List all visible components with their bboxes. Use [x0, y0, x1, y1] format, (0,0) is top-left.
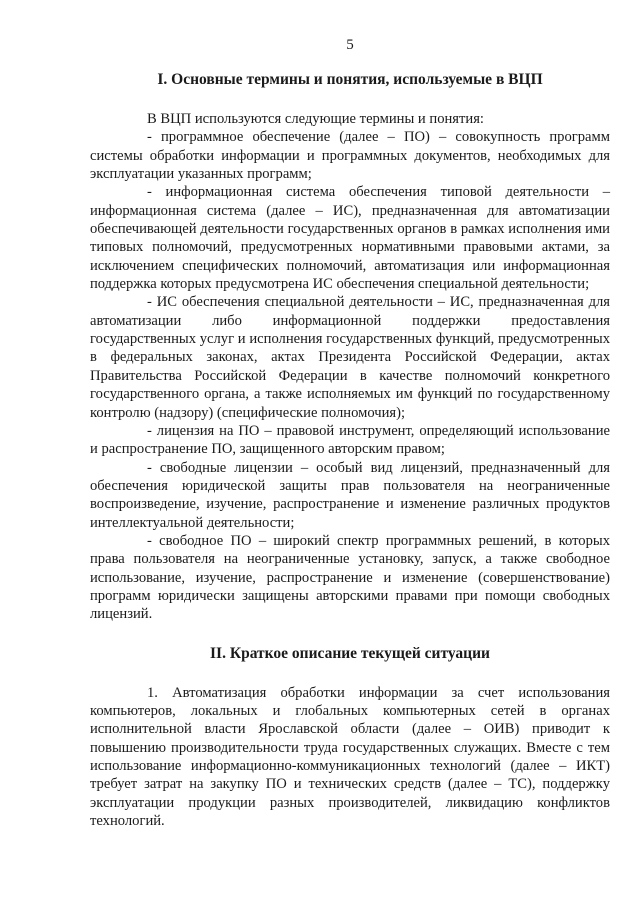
section-2-body	[90, 684, 610, 831]
paragraph-term-free-software: - свободное ПО – широкий спектр программных решений, в которых права пользователя на неограниченные установку, запуск, а также свободное использование, изучение, распространение и изменение (совершенствование) программ юридически защищены авторскими правами при помощи свободных лицензий.	[90, 532, 610, 623]
paragraph-intro: В ВЦП используются следующие термины и понятия:	[147, 111, 484, 127]
paragraph-situation-1: 1. Автоматизация обработки информации за счет использования компьютеров, локальных и глобальных компьютерных сетей в органах исполнительной власти Ярославской области (далее – ОИВ) приводит к повышению производительности труда государственных служащих. Вместе с тем использование информационно-коммуникационных технологий (далее – ИКТ) требует затрат на закупку ПО и технических средств (далее – ТС), поддержку эксплуатации продукции разных производителей, ликвидацию конфликтов технологий.	[90, 684, 610, 830]
paragraph-term-software: - программное обеспечение (далее – ПО) – совокупность программ системы обработки информации и программных документов, необходимых для эксплуатации указанных программ;	[90, 129, 610, 183]
section-1-title: I. Основные термины и понятия, используемые в ВЦП	[157, 71, 543, 88]
section-1-body	[90, 110, 610, 624]
paragraph-term-license: - лицензия на ПО – правовой инструмент, определяющий использование и распространение ПО, защищенного авторским правом;	[90, 422, 610, 458]
page-number: 5	[346, 37, 354, 53]
section-2-title: II. Краткое описание текущей ситуации	[210, 644, 490, 662]
paragraph-term-free-licenses: - свободные лицензии – особый вид лицензий, предназначенный для обеспечения юридической защиты прав пользователя на неограниченные воспроизведение, изучение, распространение и изменение различных продуктов интеллектуальной деятельности;	[90, 459, 610, 531]
paragraph-term-special-is: - ИС обеспечения специальной деятельности – ИС, предназначенная для автоматизации либо информационной поддержки предоставления государственных услуг и исполнения государственных функций, предусмотренных в федеральных законах, актах Президента Российской Федерации, актах Правительства Российской Федерации в качестве полномочий конкретного государственного органа, а также исполняемых им функций по государственному контролю (надзору) (специфические полномочия);	[90, 294, 610, 421]
document-page	[90, 30, 610, 830]
paragraph-term-typical-is: - информационная система обеспечения типовой деятельности – информационная система (далее – ИС), предназначенная для автоматизации обеспечивающей деятельности государственных органов в рамках исполнения ими типовых полномочий, предусмотренных нормативными правовыми актами, за исключением специфических полномочий, автоматизация или информационная поддержка которых предусмотрена ИС обеспечения специальной деятельности;	[90, 184, 610, 293]
